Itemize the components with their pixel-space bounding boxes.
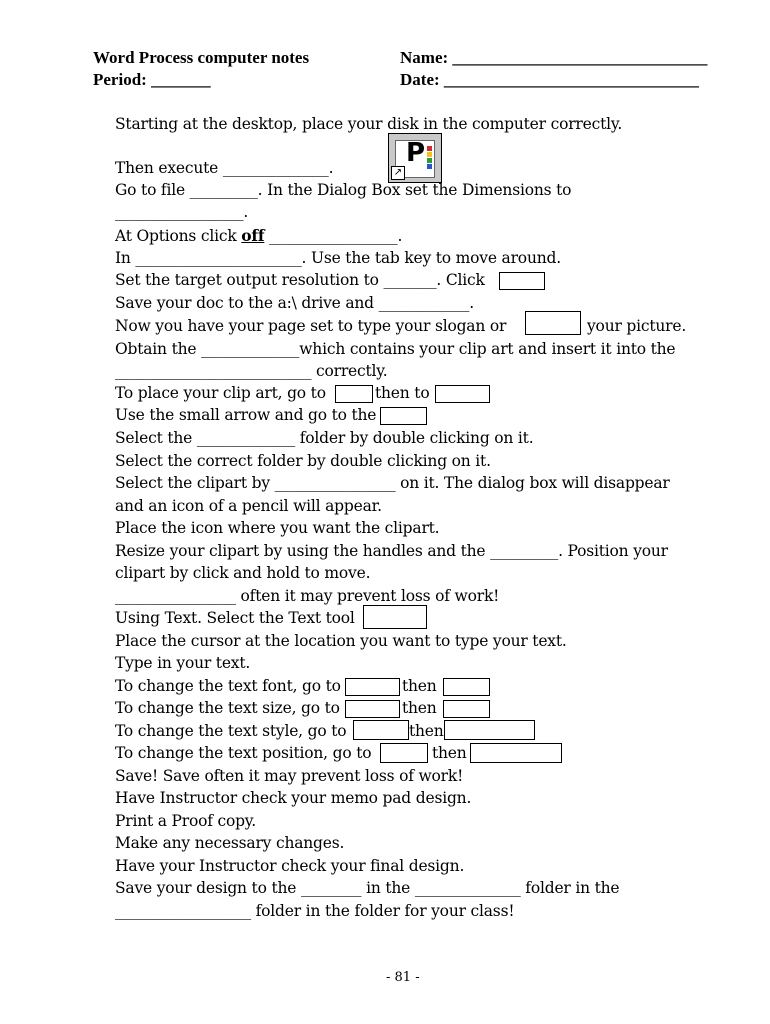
list-item-10-mid: then to (375, 384, 430, 402)
answer-box-8 (525, 311, 581, 335)
answer-box-22a (345, 700, 400, 718)
shortcut-arrow-icon: ↗ (391, 166, 405, 180)
answer-box-11 (380, 407, 427, 425)
photo-program-shortcut-icon (388, 133, 442, 183)
period-field-label: Period: _______ (93, 70, 211, 89)
answer-box-24a (380, 743, 428, 763)
answer-box-10b (435, 385, 490, 403)
name-field-label: Name: ______________________________ (400, 48, 708, 67)
answer-box-24b (470, 743, 562, 763)
list-item-24-mid: then (432, 744, 467, 762)
page-number: - 81 - (386, 970, 420, 985)
answer-box-10a (335, 385, 373, 403)
answer-box-6 (499, 272, 545, 290)
answer-box-21b (443, 678, 490, 696)
program-letter: P (406, 138, 426, 168)
answer-box-21a (345, 678, 400, 696)
date-field-label: Date: ______________________________ (400, 70, 699, 89)
list-item-8-tail: your picture. (587, 317, 687, 335)
list-item-23-mid: then (409, 722, 444, 740)
answer-box-23b (444, 720, 535, 740)
emphasis-off: off (241, 226, 265, 245)
answer-box-18 (363, 605, 427, 629)
list-item-22-mid: then (402, 699, 437, 717)
answer-box-22b (443, 700, 490, 718)
list-item-21-mid: then (402, 677, 437, 695)
answer-box-23a (353, 720, 409, 740)
worksheet-title: Word Process computer notes (93, 48, 310, 67)
